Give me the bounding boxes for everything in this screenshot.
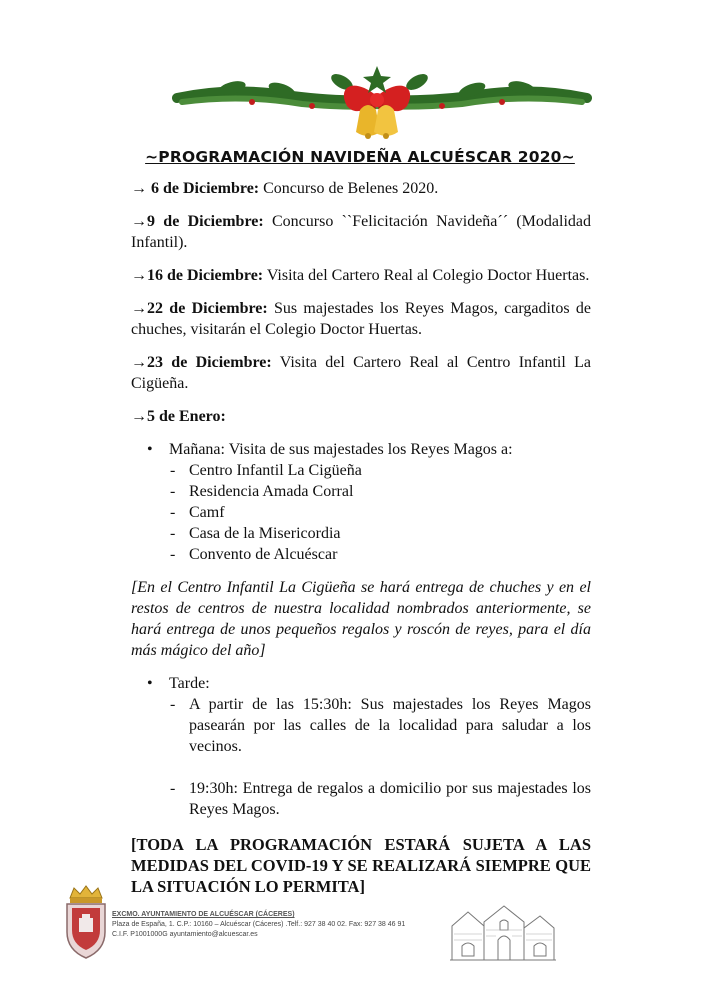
christmas-garland-image [172, 66, 592, 156]
entry-date: 23 de Diciembre: [147, 354, 272, 371]
morning-place [131, 502, 591, 523]
arrow-icon: → [131, 180, 147, 197]
place-name: Convento de Alcuéscar [189, 546, 338, 563]
footer-cif-email: C.I.F. P1001000G ayuntamiento@alcuescar.es [112, 931, 258, 938]
morning-place [131, 460, 591, 481]
footer-org-name: EXCMO. AYUNTAMIENTO DE ALCUÉSCAR (CÁCERES) [112, 911, 295, 918]
bullet-icon: • [147, 441, 153, 458]
footer-contact [112, 910, 405, 940]
entry-text: Concurso ``Felicitación Navideña´´ (Modalidad Infantil). [131, 213, 591, 251]
entry-16-dec [131, 265, 591, 286]
dash-icon: - [170, 483, 176, 500]
entry-5-jan [131, 406, 591, 427]
morning-place [131, 523, 591, 544]
morning-place [131, 544, 591, 565]
event-text: 19:30h: Entrega de regalos a domicilio por sus majestades los Reyes Magos. [189, 780, 591, 818]
entry-9-dec [131, 211, 591, 253]
place-name: Centro Infantil La Cigüeña [189, 462, 362, 479]
footer-address: Plaza de España, 1. C.P.: 10160 – Alcuéscar (Cáceres) .Telf.: 927 38 40 02. Fax: 927 38 46 91 [112, 921, 406, 928]
covid-notice: [TODA LA PROGRAMACIÓN ESTARÁ SUJETA A LAS MEDIDAS DEL COVID-19 Y SE REALIZARÁ SIEMPRE QUE LA SITUACIÓN LO PERMITA] [131, 835, 591, 896]
entry-date: 16 de Diciembre: [147, 267, 264, 284]
dash-icon: - [170, 780, 176, 797]
dash-icon: - [170, 525, 176, 542]
dash-icon: - [170, 504, 176, 521]
morning-place [131, 481, 591, 502]
entry-22-dec [131, 298, 591, 340]
page-title: ~PROGRAMACIÓN NAVIDEÑA ALCUÉSCAR 2020~ [145, 148, 575, 166]
morning-label: Mañana: Visita de sus majestades los Reyes Magos a: [169, 441, 513, 458]
arrow-icon: → [131, 213, 147, 230]
entry-6-dec [131, 178, 591, 199]
afternoon-event [131, 694, 591, 757]
entry-23-dec [131, 352, 591, 394]
coat-of-arms-icon [62, 884, 110, 964]
entry-date: 5 de Enero: [147, 408, 226, 425]
entry-text: Sus majestades los Reyes Magos, cargaditos de chuches, visitarán el Colegio Doctor Huertas. [131, 300, 591, 338]
event-text: A partir de las 15:30h: Sus majestades los Reyes Magos pasearán por las calles de la localidad para saludar a los vecinos. [189, 696, 591, 755]
entry-text: Visita del Cartero Real al Colegio Doctor Huertas. [263, 267, 590, 284]
bullet-icon: • [147, 675, 153, 692]
program-body [131, 178, 591, 897]
entry-date: 22 de Diciembre: [147, 300, 268, 317]
afternoon-item [131, 673, 591, 694]
afternoon-event [131, 778, 591, 820]
dash-icon: - [170, 546, 176, 563]
arrow-icon: → [131, 408, 147, 425]
place-name: Casa de la Misericordia [189, 525, 341, 542]
place-name: Residencia Amada Corral [189, 483, 354, 500]
entry-text: Concurso de Belenes 2020. [259, 180, 439, 197]
entry-date: 6 de Diciembre: [151, 180, 260, 197]
morning-item [131, 439, 591, 460]
afternoon-label: Tarde: [169, 675, 210, 692]
arrow-icon: → [131, 267, 147, 284]
delivery-note: [En el Centro Infantil La Cigüeña se hará entrega de chuches y en el restos de centros de nuestra localidad nombrados anteriormente, se hará entrega de unos pequeños regalos y roscón de reyes, para el día más mágico del año] [131, 579, 591, 659]
dash-icon: - [170, 462, 176, 479]
place-name: Camf [189, 504, 225, 521]
arrow-icon: → [131, 354, 147, 371]
church-drawing-icon [448, 900, 558, 962]
entry-text: Visita del Cartero Real al Centro Infantil La Cigüeña. [131, 354, 591, 392]
dash-icon: - [170, 696, 176, 713]
entry-date: 9 de Diciembre: [147, 213, 264, 230]
arrow-icon: → [131, 300, 147, 317]
